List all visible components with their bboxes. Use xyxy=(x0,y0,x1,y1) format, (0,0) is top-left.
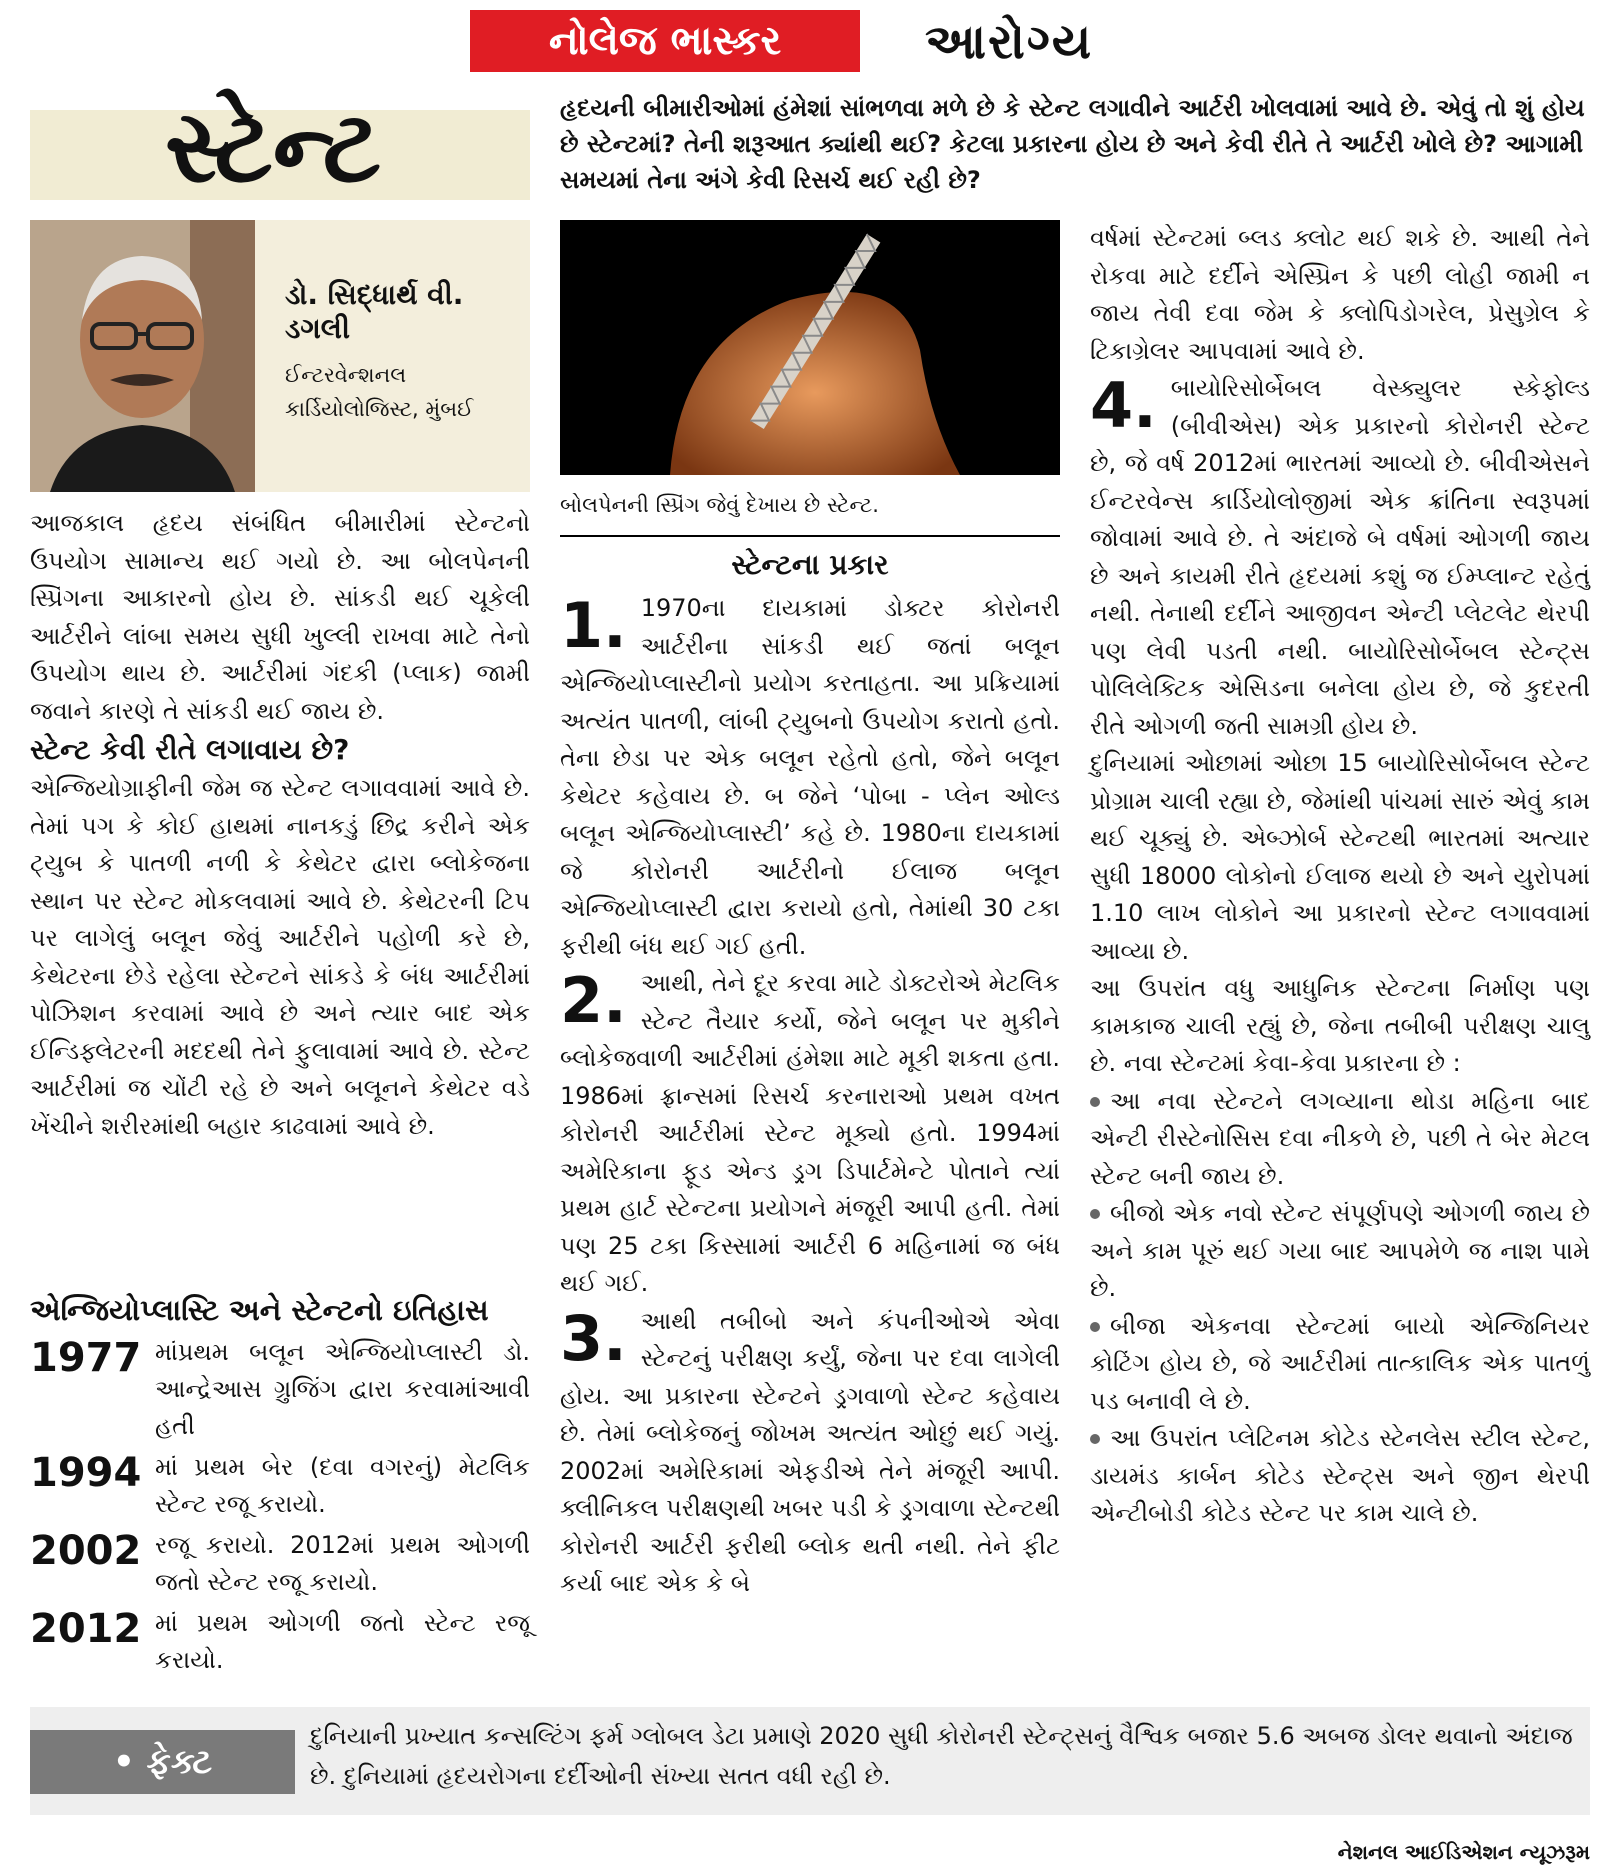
item-number: 1. xyxy=(560,589,627,662)
paragraph: વર્ષમાં સ્ટેન્ટમાં બ્લડ ક્લોટ થઈ શકે છે. આથી તેને રોકવા માટે દર્દીને એસ્પ્રિન કે પછી લોહી જામી ન જાય તેવી દવા જેમ કે ક્લોપિડોગરેલ, પ્રેસુગ્રેલ કે ટિકાગ્રેલર આપવામાં આવે છે. xyxy=(1090,224,1590,365)
history-year: 2012 xyxy=(30,1606,142,1652)
numbered-item xyxy=(560,590,1060,965)
intro-text: હૃદયની બીમારીઓમાં હંમેશાં સાંભળવા મળે છે કે સ્ટેન્ટ લગાવીને આર્ટરી ખોલવામાં આવે છે. એવું તો શું હોય છે સ્ટેન્ટમાં? તેની શરૂઆત ક્યાંથી થઈ? કેટલા પ્રકારના હોય છે અને કેવી રીતે તે આર્ટરી ખોલે છે? આગામી સમયમાં તેના અંગે કેવી રિસર્ચ થઈ રહી છે? xyxy=(560,94,1585,194)
bullet-item xyxy=(1090,1195,1590,1308)
paragraph: આ ઉપરાંત વધુ આધુનિક સ્ટેન્ટના નિર્માણ પણ કામકાજ ચાલી રહ્યું છે, જેના તબીબી પરીક્ષણ ચાલુ છે. નવા સ્ટેન્ટમાં કેવા-કેવા પ્રકારના છે : xyxy=(1090,974,1590,1077)
bullet-item xyxy=(1090,1420,1590,1533)
section-banner: નોલેજ ભાસ્કર xyxy=(470,10,860,72)
bullet-text: આ નવા સ્ટેન્ટને લગવ્યાના થોડા મહિના બાદ એન્ટી રીસ્ટેનોસિસ દવા નીકળે છે, પછી તે બેર મેટલ સ્ટેન્ટ બની જાય છે. xyxy=(1090,1086,1590,1190)
item-number: 4. xyxy=(1090,369,1157,442)
bullet-text: આ ઉપરાંત પ્લેટિનમ કોટેડ સ્ટેનલેસ સ્ટીલ સ્ટેન્ટ, ડાયમંડ કાર્બન કોટેડ સ્ટેન્ટ્સ અને જીન થેરપી એન્ટીબોડી કોટેડ સ્ટેન્ટ પર કામ ચાલે છે. xyxy=(1090,1424,1590,1527)
history-row xyxy=(30,1605,530,1679)
history-text: રજૂ કરાયો. 2012માં પ્રથમ ઓગળી જતો સ્ટેન્ટ રજૂ કરાયો. xyxy=(155,1531,530,1596)
paragraph: એન્જિયોગ્રાફીની જેમ જ સ્ટેન્ટ લગાવવામાં આવે છે. તેમાં પગ કે કોઈ હાથમાં નાનકડું છિદ્ર કરીને એક ટ્યુબ કે પાતળી નળી કે કેથેટર દ્વારા બ્લોકેજના સ્થાન પર સ્ટેન્ટ મોકલવામાં આવે છે. કેથેટરની ટિપ પર લાગેલું બલૂન જેવું આર્ટરીને પહોળી કરે છે, કેથેટરના છેડે રહેલા સ્ટેન્ટને સાંકડે કે બંધ આર્ટરીમાં પોઝિશન કરવામાં આવે છે અને ત્યાર બાદ એક ઈન્ડિફ્લેટરની મદદથી તેને ફુલાવામાં આવે છે. સ્ટેન્ટ આર્ટરીમાં જ ચોંટી રહે છે અને બલૂનને કેથેટર વડે ખેંચીને શરીરમાંથી બહાર કાઢવામાં આવે છે. xyxy=(30,774,530,1140)
history-year: 1977 xyxy=(30,1335,142,1381)
page-title: સ્ટેન્ટ xyxy=(165,88,381,205)
section-heading: સ્ટેન્ટ કેવી રીતે લગાવાય છે? xyxy=(30,733,350,766)
fact-text: દુનિયાની પ્રખ્યાત કન્સલ્ટિંગ ફર્મ ગ્લોબલ ડેટા પ્રમાણે 2020 સુધી કોરોનરી સ્ટેન્ટ્સનું વૈશ્વિક બજાર 5.6 અબજ ડોલર થવાનો અંદાજ છે. દુનિયામાં હૃદયરોગના દર્દીઓની સંખ્યા સતત વધી રહી છે. xyxy=(310,1722,1573,1790)
column-2 xyxy=(560,590,1060,1603)
numbered-item xyxy=(560,965,1060,1303)
bullet-text: બીજા એકનવા સ્ટેન્ટમાં બાયો એન્જિનિયર કોટિંગ હોય છે, જે આર્ટરીમાં તાત્કાલિક એક પાતળું પડ બનાવી લે છે. xyxy=(1090,1311,1590,1415)
fact-label: • ફેક્ટ xyxy=(30,1730,295,1794)
author-name: ડો. સિદ્ધાર્થ વી. ડગલી xyxy=(285,278,464,345)
bullet-icon xyxy=(1090,1209,1100,1219)
history-title: એન્જિયોપ્લાસ્ટિ અને સ્ટેન્ટનો ઇતિહાસ xyxy=(30,1293,489,1327)
divider xyxy=(560,535,1060,537)
paragraph: આથી તબીબો અને કંપનીઓએ એવા સ્ટેન્ટનું પરીક્ષણ કર્યું, જેના પર દવા લાગેલી હોય. આ પ્રકારના સ્ટેન્ટને ડ્રગવાળો સ્ટેન્ટ કહેવાય છે. તેમાં બ્લોકેજનું જોખમ અત્યંત ઓછું થઈ ગયું. 2002માં અમેરિકામાં એફડીએ તેને મંજૂરી આપી. ક્લીનિકલ પરીક્ષણથી ખબર પડી કે ડ્રગવાળા સ્ટેન્ટથી કોરોનરી આર્ટરી ફરીથી બ્લોક થતી નથી. તેને ફીટ કર્યા બાદ એક કે બે xyxy=(560,1306,1060,1597)
author-photo xyxy=(30,220,255,492)
bullet-icon xyxy=(1090,1097,1100,1107)
bullet-item xyxy=(1090,1308,1590,1421)
column-3 xyxy=(1090,220,1590,1533)
bullet-icon xyxy=(1090,1322,1100,1332)
history-box xyxy=(30,1290,530,1683)
types-heading: સ્ટેન્ટના પ્રકાર xyxy=(731,548,889,581)
paragraph: દુનિયામાં ઓછામાં ઓછા 15 બાયોરિસોર્બેબલ સ્ટેન્ટ પ્રોગ્રામ ચાલી રહ્યા છે, જેમાંથી પાંચમાં સારું એવું કામ થઈ ચૂક્યું છે. એબ્ઝોર્બ સ્ટેન્ટથી ભારતમાં અત્યાર સુધી 18000 લોકોનો ઈલાજ થયો છે અને યુરોપમાં 1.10 લાખ લોકોને આ પ્રકારનો સ્ટેન્ટ લગાવવામાં આવ્યા છે. xyxy=(1090,749,1590,965)
column-1 xyxy=(30,505,530,1145)
stent-photo xyxy=(560,220,1060,475)
history-row xyxy=(30,1334,530,1445)
credit-line: નેશનલ આઈડિએશન ન્યૂઝરૂમ xyxy=(1337,1840,1590,1864)
section-label: આરોગ્ય xyxy=(925,14,1094,70)
bullet-icon xyxy=(1090,1434,1100,1444)
history-year: 2002 xyxy=(30,1528,142,1574)
history-text: માંપ્રથમ બલૂન એન્જિયોપ્લાસ્ટી ડો. આન્દ્રેઆસ ગ્રુજિંગ દ્વારા કરવામાંઆવી હતી xyxy=(155,1338,530,1440)
numbered-item xyxy=(560,1303,1060,1603)
item-number: 2. xyxy=(560,964,627,1037)
paragraph: બાયોરિસોર્બેબલ વેસ્ક્યુલર સ્કેફોલ્ડ (બીવીએસ) એક પ્રકારનો કોરોનરી સ્ટેન્ટ છે, જે વર્ષ 2012માં ભારતમાં આવ્યો છે. બીવીએસને ઈન્ટરવેન્સ કાર્ડિયોલોજીમાં એક ક્રાંતિના સ્વરૂપમાં જોવામાં આવે છે. તે અંદાજે બે વર્ષમાં ઓગળી જાય છે અને કાયમી રીતે હૃદયમાં કશું જ ઈમ્પ્લાન્ટ રહેતું નથી. તેનાથી દર્દીને આજીવન એન્ટી પ્લેટલેટ થેરપી પણ લેવી પડતી નથી. બાયોરિસોર્બેબલ સ્ટેન્ટ્સ પોલિલેક્ટિક એસિડના બનેલા હોય છે, જે કુદરતી રીતે ઓગળી જતી સામગ્રી હોય છે. xyxy=(1090,374,1590,740)
history-text: માં પ્રથમ બેર (દવા વગરનું) મેટલિક સ્ટેન્ટ રજૂ કરાયો. xyxy=(155,1453,530,1518)
paragraph: 1970ના દાયકામાં ડોક્ટર કોરોનરી આર્ટરીના સાંકડી થઈ જતાં બલૂન એન્જિયોપ્લાસ્ટીનો પ્રયોગ કરતાહતા. આ પ્રક્રિયામાં અત્યંત પાતળી, લાંબી ટ્યુબનો ઉપયોગ કરાતો હતો. તેના છેડા પર એક બલૂન રહેતો હતો, જેને બલૂન કેથેટર કહેવાય છે. બ જેને ‘પોબા - પ્લેન ઓલ્ડ બલૂન એન્જિયોપ્લાસ્ટી’ કહે છે. 1980ના દાયકામાં જે કોરોનરી આર્ટરીનો ઈલાજ બલૂન એન્જિયોપ્લાસ્ટી દ્વારા કરાયો હતો, તેમાંથી 30 ટકા ફરીથી બંધ થઈ ગઈ હતી. xyxy=(560,594,1060,960)
numbered-item xyxy=(1090,370,1590,745)
history-year: 1994 xyxy=(30,1450,142,1496)
author-role-line1: ઈન્ટરવેન્શનલ xyxy=(285,363,407,387)
bullet-item xyxy=(1090,1083,1590,1196)
author-role-line2: કાર્ડિયોલોજિસ્ટ, મુંબઈ xyxy=(285,397,474,421)
history-row xyxy=(30,1527,530,1601)
paragraph: આજકાલ હૃદય સંબંધિત બીમારીમાં સ્ટેન્ટનો ઉપયોગ સામાન્ય થઈ ગયો છે. આ બોલપેનની સ્પ્રિંગના આકારનો હોય છે. સાંકડી થઈ ચૂકેલી આર્ટરીને લાંબા સમય સુધી ખુલ્લી રાખવા માટે તેનો ઉપયોગ થાય છે. આર્ટરીમાં ગંદકી (પ્લાક) જામી જવાને કારણે તે સાંકડી થઈ જાય છે. xyxy=(30,509,530,725)
history-row xyxy=(30,1449,530,1523)
author-role xyxy=(285,358,473,426)
history-text: માં પ્રથમ ઓગળી જતો સ્ટેન્ટ રજૂ કરાયો. xyxy=(155,1609,530,1674)
bullet-text: બીજો એક નવો સ્ટેન્ટ સંપૂર્ણપણે ઓગળી જાય છે અને કામ પૂરું થઈ ગયા બાદ આપમેળે જ નાશ પામે છે. xyxy=(1090,1199,1590,1302)
item-number: 3. xyxy=(560,1301,627,1375)
photo-caption: બોલપેનની સ્પ્રિંગ જેવું દેખાય છે સ્ટેન્ટ. xyxy=(560,493,879,517)
paragraph: આથી, તેને દૂર કરવા માટે ડોક્ટરોએ મેટલિક સ્ટેન્ટ તૈયાર કર્યો, જેને બલૂન પર મુકીને બ્લોકેજવાળી આર્ટરીમાં હંમેશા માટે મૂકી શકતા હતા. 1986માં ફ્રાન્સમાં રિસર્ચ કરનારાઓ પ્રથમ વખત કોરોનરી આર્ટરીમાં સ્ટેન્ટ મૂક્યો હતો. 1994માં અમેરિકાના ફૂડ એન્ડ ડ્રગ ડિપાર્ટમેન્ટે પોતાને ત્યાં પ્રથમ હાર્ટ સ્ટેન્ટના પ્રયોગને મંજૂરી આપી હતી. તેમાં પણ 25 ટકા કિસ્સામાં આર્ટરી 6 મહિનામાં જ બંધ થઈ ગઈ. xyxy=(560,969,1060,1297)
